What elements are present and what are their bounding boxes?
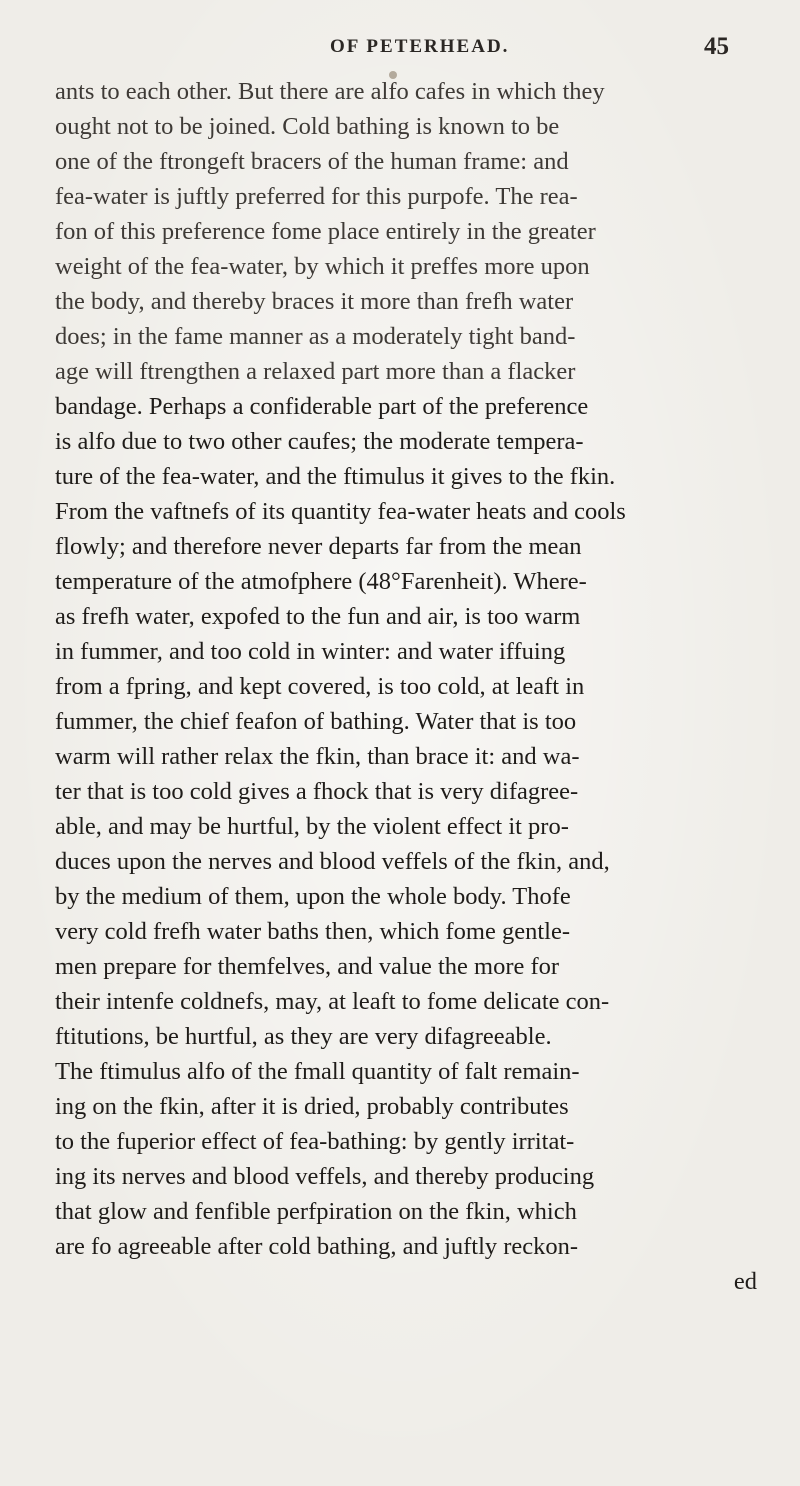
text-line: men prepare for themfelves, and value the more for [55,953,560,980]
text-line: ed [733,1268,757,1295]
text-line: ing on the fkin, after it is dried, probably contributes [55,1093,569,1120]
text-line: the body, and thereby braces it more than frefh water [55,288,574,315]
text-line: one of the ftrongeft bracers of the human frame: and [55,148,569,175]
text-line: does; in the fame manner as a moderately tight band- [55,323,576,350]
text-line: flowly; and therefore never departs far from the mean [55,533,582,560]
running-head [0,14,800,60]
text-line: ought not to be joined. Cold bathing is known to be [55,113,560,140]
text-line: their intenfe coldnefs, may, at leaft to fome delicate con- [55,988,610,1015]
text-line: by the medium of them, upon the whole body. Thofe [55,883,571,910]
text-line: warm will rather relax the fkin, than brace it: and wa- [55,743,580,770]
text-line: ants to each other. But there are alfo cafes in which they [55,78,605,105]
text-line: The ftimulus alfo of the fmall quantity of falt remain- [55,1058,580,1085]
text-line: are fo agreeable after cold bathing, and juftly reckon- [55,1233,579,1260]
text-line: in fummer, and too cold in winter: and water iffuing [55,638,566,665]
text-line: bandage. Perhaps a confiderable part of the preference [55,393,589,420]
text-line: to the fuperior effect of fea-bathing: by gently irritat- [55,1128,575,1155]
text-line: weight of the fea-water, by which it preffes more upon [55,253,590,280]
text-line: duces upon the nerves and blood veffels of the fkin, and, [55,848,610,875]
text-line: ing its nerves and blood veffels, and thereby producing [55,1163,595,1190]
text-line: is alfo due to two other caufes; the moderate tempera- [55,428,584,455]
text-line: that glow and fenfible perfpiration on the fkin, which [55,1198,577,1225]
text-line: as frefh water, expofed to the fun and air, is too warm [55,603,581,630]
text-line: fon of this preference fome place entirely in the greater [55,218,596,245]
text-line: ture of the fea-water, and the ftimulus it gives to the fkin. [55,463,616,490]
text-line: very cold frefh water baths then, which fome gentle- [55,918,570,945]
text-line: ftitutions, be hurtful, as they are very difagreeable. [55,1023,552,1050]
text-line: fea-water is juftly preferred for this purpofe. The rea- [55,183,578,210]
text-line: From the vaftnefs of its quantity fea-water heats and cools [55,498,626,525]
text-line: age will ftrengthen a relaxed part more than a flacker [55,358,576,385]
text-line: able, and may be hurtful, by the violent effect it pro- [55,813,569,840]
text-line: fummer, the chief feafon of bathing. Water that is too [55,708,577,735]
running-title: OF PETERHEAD. [330,36,510,57]
page-number: 45 [704,33,729,60]
body-text [55,74,775,1299]
text-line: temperature of the atmofphere (48°Farenheit). Where- [55,568,587,595]
text-line: from a fpring, and kept covered, is too cold, at leaft in [55,673,585,700]
text-line: ter that is too cold gives a fhock that is very difagree- [55,778,579,805]
